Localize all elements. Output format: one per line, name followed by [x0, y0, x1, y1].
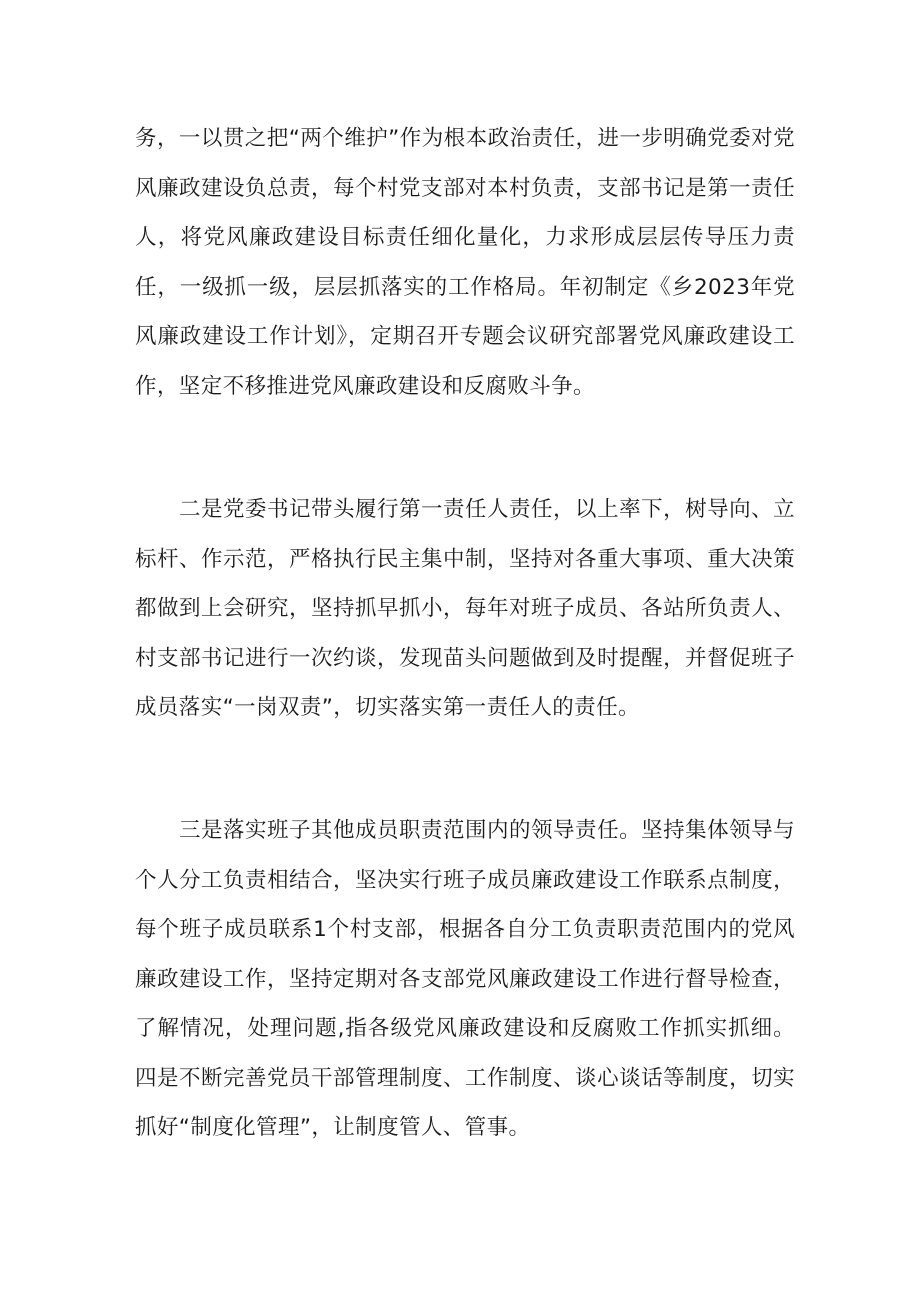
- paragraph-1: 务，一以贯之把“两个维护”作为根本政治责任，进一步明确党委对党风廉政建设负总责，每个村党支部对本村负责，支部书记是第一责任人，将党风廉政建设目标责任细化量化，力求形成层层传导压力责任，一级抓一级，层层抓落实的工作格局。年初制定《乡2023年党风廉政建设工作计划》，定期召开专题会议研究部署党风廉政建设工作，坚定不移推进党风廉政建设和反腐败斗争。: [135, 126, 795, 399]
- paragraph-3: 三是落实班子其他成员职责范围内的领导责任。坚持集体领导与个人分工负责相结合，坚决实行班子成员廉政建设工作联系点制度，每个班子成员联系1个村支部，根据各自分工负责职责范围内的党风廉政建设工作，坚持定期对各支部党风廉政建设工作进行督导检查，了解情况，处理问题,指各级党风廉政建设和反腐败工作抓实抓细。四是不断完善党员干部管理制度、工作制度、谈心谈话等制度，切实抓好“制度化管理”，让制度管人、管事。: [135, 818, 795, 1140]
- paragraph-2: 二是党委书记带头履行第一责任人责任，以上率下，树导向、立标杆、作示范，严格执行民主集中制，坚持对各重大事项、重大决策都做到上会研究，坚持抓早抓小，每年对班子成员、各站所负责人、村支部书记进行一次约谈，发现苗头问题做到及时提醒，并督促班子成员落实“一岗双责”，切实落实第一责任人的责任。: [135, 497, 795, 720]
